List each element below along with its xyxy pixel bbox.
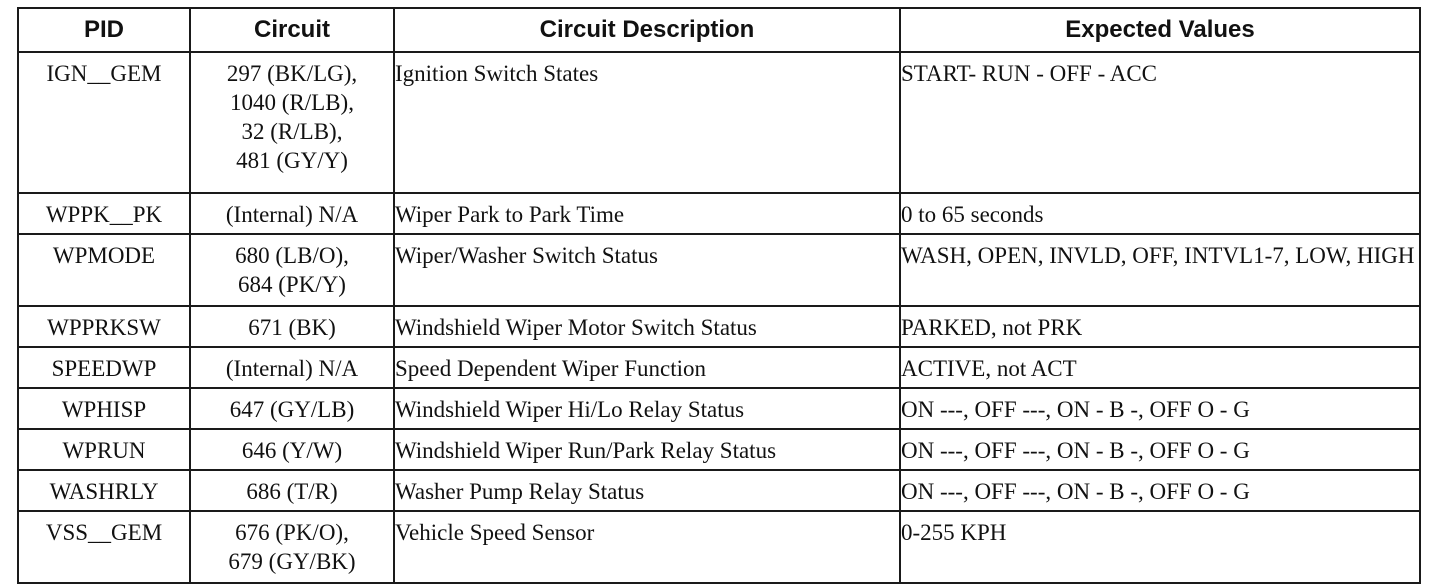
cell-circuit: 647 (GY/LB): [190, 388, 394, 429]
cell-expected: PARKED, not PRK: [900, 306, 1420, 347]
cell-pid: VSS__GEM: [18, 511, 190, 583]
cell-description: Wiper/Washer Switch Status: [394, 234, 900, 306]
cell-pid: IGN__GEM: [18, 52, 190, 193]
table-row: [18, 234, 1420, 306]
cell-description: Windshield Wiper Run/Park Relay Status: [394, 429, 900, 470]
header-circuit: Circuit: [190, 8, 394, 52]
cell-circuit: (Internal) N/A: [190, 193, 394, 234]
cell-pid: WPPK__PK: [18, 193, 190, 234]
cell-expected: 0 to 65 seconds: [900, 193, 1420, 234]
pid-table: [17, 7, 1421, 584]
table-row: [18, 306, 1420, 347]
cell-pid: WPPRKSW: [18, 306, 190, 347]
header-row: [18, 8, 1420, 52]
cell-circuit: 680 (LB/O), 684 (PK/Y): [190, 234, 394, 306]
table-row: [18, 347, 1420, 388]
header-pid: PID: [18, 8, 190, 52]
cell-description: Wiper Park to Park Time: [394, 193, 900, 234]
table-row: [18, 52, 1420, 193]
cell-pid: SPEEDWP: [18, 347, 190, 388]
header-circuit-description: Circuit Description: [394, 8, 900, 52]
cell-pid: WPRUN: [18, 429, 190, 470]
cell-pid: WASHRLY: [18, 470, 190, 511]
cell-circuit: 676 (PK/O), 679 (GY/BK): [190, 511, 394, 583]
table-body: [18, 52, 1420, 583]
cell-expected: ON ---, OFF ---, ON - B -, OFF O - G: [900, 429, 1420, 470]
cell-description: Ignition Switch States: [394, 52, 900, 193]
cell-circuit: 686 (T/R): [190, 470, 394, 511]
cell-description: Vehicle Speed Sensor: [394, 511, 900, 583]
cell-expected: ACTIVE, not ACT: [900, 347, 1420, 388]
cell-description: Washer Pump Relay Status: [394, 470, 900, 511]
cell-circuit: 297 (BK/LG), 1040 (R/LB), 32 (R/LB), 481 (GY/Y): [190, 52, 394, 193]
cell-circuit: 646 (Y/W): [190, 429, 394, 470]
header-expected-values: Expected Values: [900, 8, 1420, 52]
cell-description: Windshield Wiper Motor Switch Status: [394, 306, 900, 347]
cell-circuit: (Internal) N/A: [190, 347, 394, 388]
table-header: [18, 8, 1420, 52]
cell-description: Windshield Wiper Hi/Lo Relay Status: [394, 388, 900, 429]
table-row: [18, 470, 1420, 511]
cell-pid: WPMODE: [18, 234, 190, 306]
table-row: [18, 388, 1420, 429]
cell-expected: WASH, OPEN, INVLD, OFF, INTVL1-7, LOW, HIGH: [900, 234, 1420, 306]
cell-circuit: 671 (BK): [190, 306, 394, 347]
table-row: [18, 511, 1420, 583]
table-row: [18, 193, 1420, 234]
cell-description: Speed Dependent Wiper Function: [394, 347, 900, 388]
cell-expected: START- RUN - OFF - ACC: [900, 52, 1420, 193]
cell-pid: WPHISP: [18, 388, 190, 429]
cell-expected: 0-255 KPH: [900, 511, 1420, 583]
table-row: [18, 429, 1420, 470]
cell-expected: ON ---, OFF ---, ON - B -, OFF O - G: [900, 388, 1420, 429]
cell-expected: ON ---, OFF ---, ON - B -, OFF O - G: [900, 470, 1420, 511]
